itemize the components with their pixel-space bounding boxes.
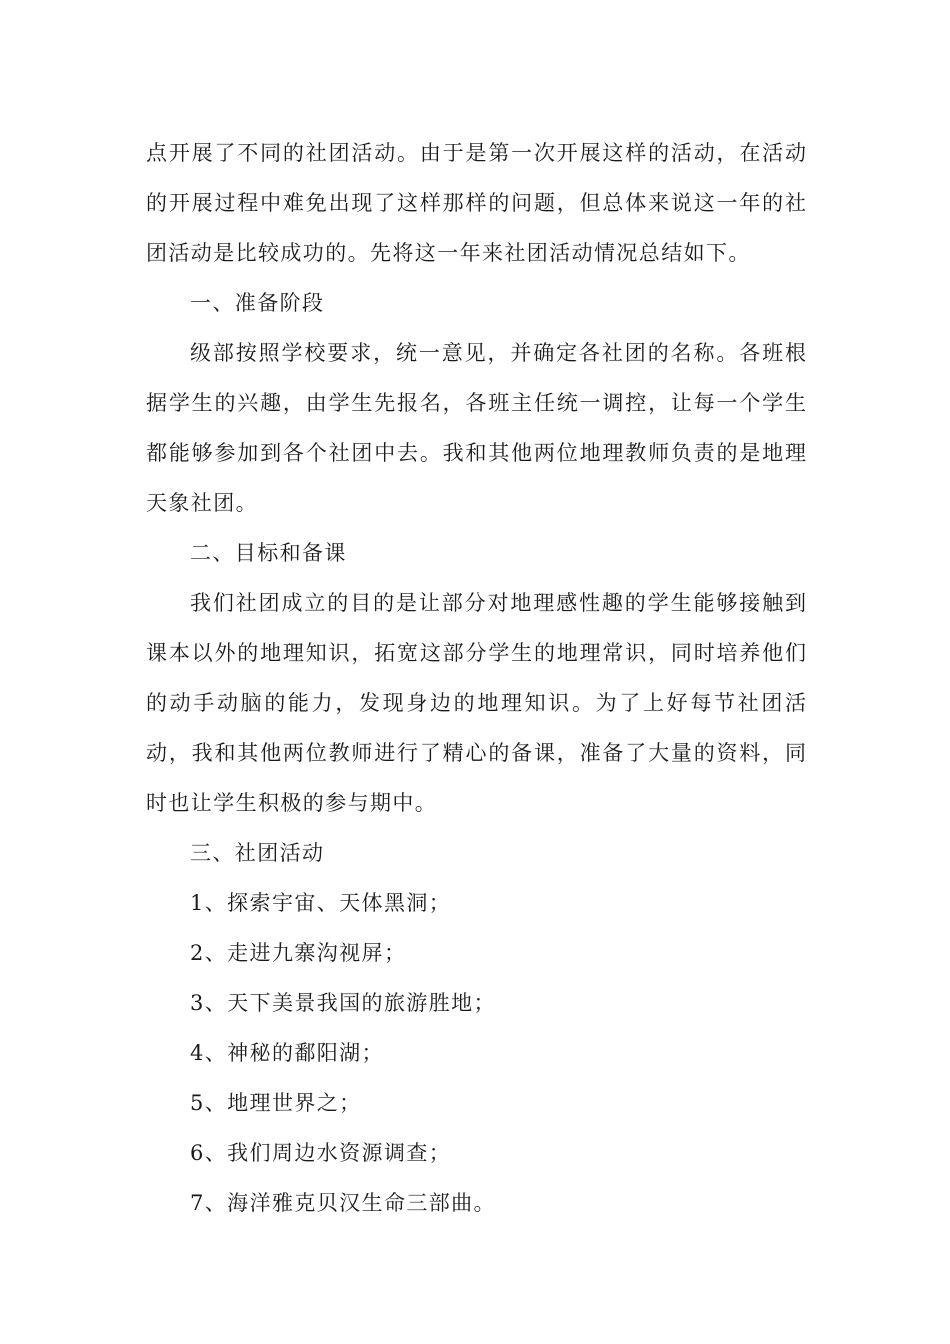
paragraph-line: 的动手动脑的能力，发现身边的地理知识。为了上好每节社团活 bbox=[146, 691, 806, 715]
paragraph-line: 天象社团。 bbox=[146, 491, 258, 515]
paragraph-line: 我们社团成立的目的是让部分对地理感性趣的学生能够接触到 bbox=[190, 591, 806, 615]
paragraph-line: 的开展过程中难免出现了这样那样的问题，但总体来说这一年的社 bbox=[146, 191, 806, 215]
list-item: 4、神秘的鄱阳湖； bbox=[190, 1041, 384, 1065]
paragraph-line: 级部按照学校要求，统一意见，并确定各社团的名称。各班根 bbox=[190, 341, 806, 365]
paragraph-line: 据学生的兴趣，由学生先报名，各班主任统一调控，让每一个学生 bbox=[146, 391, 806, 415]
list-item: 1、探索宇宙、天体黑洞； bbox=[190, 891, 452, 915]
paragraph-line: 点开展了不同的社团活动。由于是第一次开展这样的活动，在活动 bbox=[146, 141, 806, 165]
paragraph-line: 课本以外的地理知识，拓宽这部分学生的地理常识，同时培养他们 bbox=[146, 641, 806, 665]
paragraph-line: 动，我和其他两位教师进行了精心的备课，准备了大量的资料，同 bbox=[146, 741, 806, 765]
list-item: 3、天下美景我国的旅游胜地； bbox=[190, 991, 496, 1015]
paragraph-line: 时也让学生积极的参与期中。 bbox=[146, 791, 438, 815]
section-heading: 二、目标和备课 bbox=[190, 541, 347, 565]
list-item: 5、地理世界之； bbox=[190, 1091, 362, 1115]
list-item: 7、海洋雅克贝汉生命三部曲。 bbox=[190, 1191, 496, 1215]
section-heading: 三、社团活动 bbox=[190, 841, 325, 865]
paragraph-line: 团活动是比较成功的。先将这一年来社团活动情况总结如下。 bbox=[146, 241, 751, 265]
paragraph-line: 都能够参加到各个社团中去。我和其他两位地理教师负责的是地理 bbox=[146, 441, 806, 465]
section-heading: 一、准备阶段 bbox=[190, 291, 325, 315]
list-item: 6、我们周边水资源调查； bbox=[190, 1141, 452, 1165]
document-body bbox=[146, 128, 806, 1228]
list-item: 2、走进九寨沟视屏； bbox=[190, 941, 407, 965]
